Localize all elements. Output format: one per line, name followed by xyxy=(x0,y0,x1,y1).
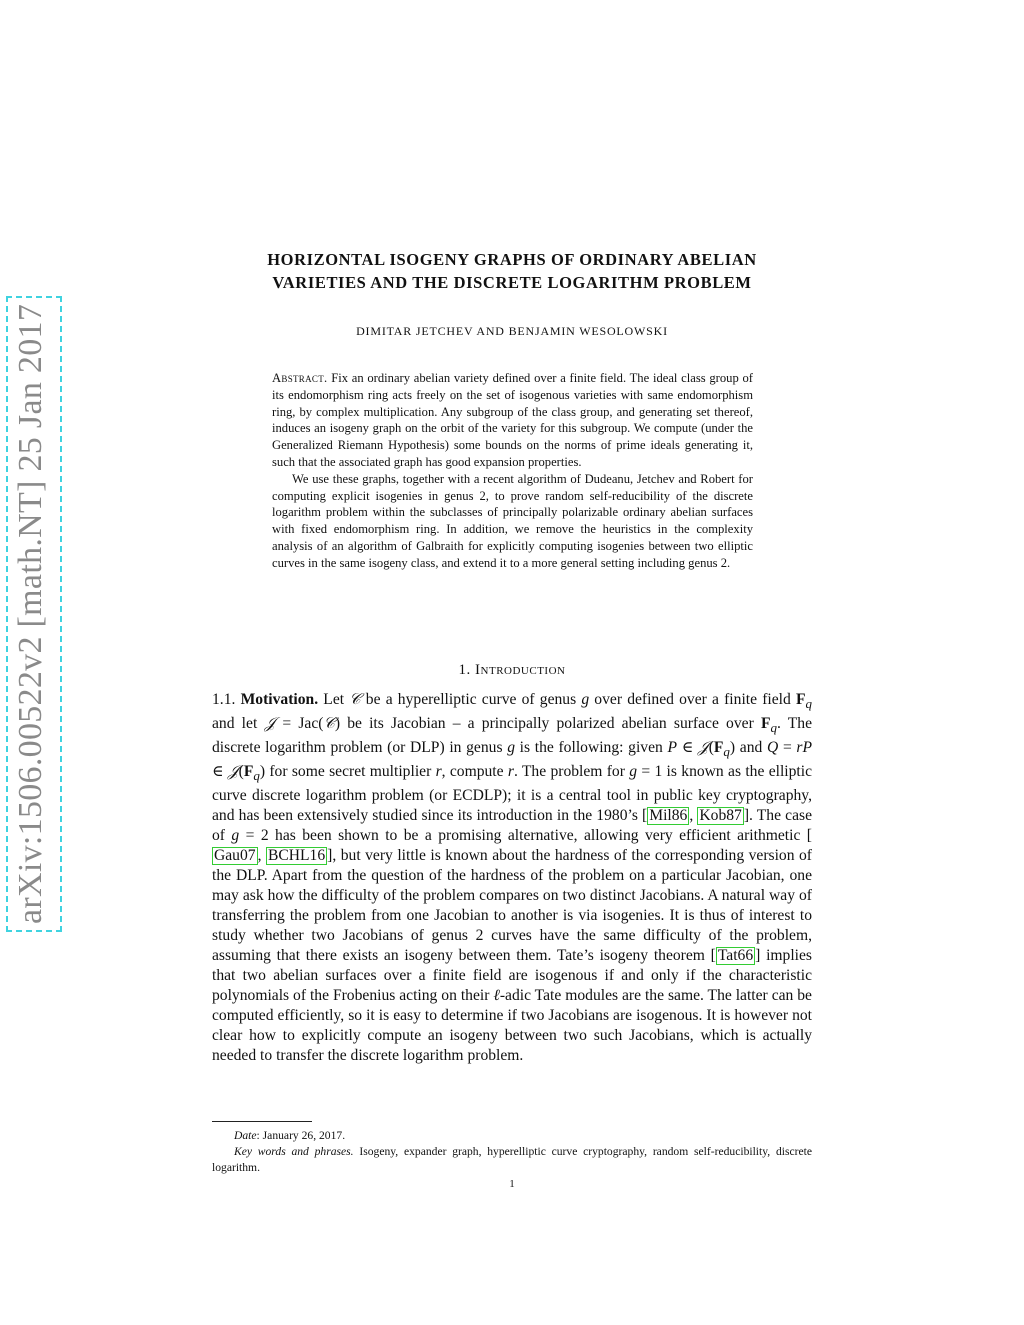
abstract-paragraph-1 xyxy=(272,370,753,471)
subsection-title: Motivation. xyxy=(240,691,319,708)
citation-link[interactable]: Gau07 xyxy=(214,847,256,865)
page-number: 1 xyxy=(509,1178,515,1190)
citation-link[interactable]: Tat66 xyxy=(717,947,754,965)
keywords-value: Isogeny, expander graph, hyperelliptic curve cryptography, random self-reducibility, discrete logarithm. xyxy=(212,1145,812,1174)
title-line-1: HORIZONTAL ISOGENY GRAPHS OF ORDINARY ABELIAN xyxy=(267,250,757,269)
section-title: Introduction xyxy=(475,662,566,678)
title-line-2: VARIETIES AND THE DISCRETE LOGARITHM PROBLEM xyxy=(272,273,752,292)
abstract xyxy=(272,370,753,572)
section-number: 1. xyxy=(458,662,471,678)
date-value: : January 26, 2017. xyxy=(256,1129,346,1142)
footnote-keywords xyxy=(212,1144,812,1176)
citation-link[interactable]: Kob87 xyxy=(699,807,742,825)
citation-link[interactable]: Mil86 xyxy=(649,807,688,825)
footnote-rule xyxy=(212,1121,312,1122)
citation-link[interactable]: BCHL16 xyxy=(267,847,326,865)
date-label: Date xyxy=(234,1129,257,1142)
footnotes xyxy=(212,1128,812,1176)
body-text xyxy=(212,690,812,1066)
footnote-date xyxy=(212,1128,812,1144)
paper-title xyxy=(180,248,844,294)
section-heading xyxy=(180,662,844,679)
abstract-heading: Abstract. xyxy=(272,371,328,385)
keywords-label: Key words and phrases. xyxy=(234,1145,354,1158)
subsection-heading xyxy=(212,691,318,708)
abstract-paragraph-2: We use these graphs, together with a recent algorithm of Dudeanu, Jetchev and Robert for computing explicit isogenies in genus 2, to prove random self-reducibility of the discrete logarithm problem within the subclasses of principally polarizable ordinary abelian surfaces with fixed endomorphism ring. In addition, we remove the heuristics in the complexity analysis of an algorithm of Galbraith for explicitly computing isogenies between two elliptic curves in the same isogeny class, and extend it to a more general setting including genus 2. xyxy=(272,471,753,570)
arxiv-identifier[interactable]: arXiv:1506.00522v2 [math.NT] 25 Jan 2017 xyxy=(12,303,49,924)
motivation-paragraph: 1.1. Motivation. Let 𝒞 be a hyperelliptic curve of genus g over defined over a finite field $F_q$ and let 𝒥 = Jac(𝒞) be its Jacobian – a principally polarized abelian surface over $F_q$. The discrete logarithm problem (or DLP) in genus g is the following: given P ∈ $𝒥(F_q)$ and Q = rP ∈ $𝒥(F_q)$ for some secret multiplier r, compute r. The problem for g = 1 is known as the elliptic curve discrete logarithm problem (or ECDLP); it is a central tool in public key cryptography, and has been extensively studied since its introduction in the 1980’s [ Mil86 , Kob87 ]. The case of g = 2 has been shown to be a promising alternative, allowing very efficient arithmetic [Gau07 , BCHL16 ], but very little is known about the hardness of the corresponding version of the DLP. Apart from the question of the hardness of the problem on a particular Jacobian, one may ask how the difficulty of the problem compares on two distinct Jacobians. A natural way of transferring the problem from one Jacobian to another is via isogenies. It is thus of interest to study whether two Jacobians of genus 2 curves have the same difficulty of the problem, assuming that there exists an isogeny between them. Tate’s isogeny theorem [ Tat66 ] implies that two abelian surfaces over a finite field are isogenous if and only if the characteristic polynomials of the Frobenius acting on their ℓ-adic Tate modules are the same. The latter can be computed efficiently, so it is easy to determine if two Jacobians are isogenous. It is however not clear how to explicitly compute an isogeny between two such Jacobians, which is actually needed to transfer the discrete logarithm problem. xyxy=(212,691,813,1065)
subsection-number: 1.1. xyxy=(212,691,236,708)
abstract-text-1: Fix an ordinary abelian variety defined over a finite field. The ideal class group of its endomorphism ring acts freely on the set of isogenous varieties with same endomorphism ring, by complex multiplication. Any subgroup of the class group, and generating set thereof, induces an isogeny graph on the orbit of the variety for this subgroup. We compute (under the Generalized Riemann Hypothesis) some bounds on the norms of prime ideals generating it, such that the associated graph has good expansion properties. xyxy=(272,371,753,469)
paper-authors: DIMITAR JETCHEV AND BENJAMIN WESOLOWSKI xyxy=(356,324,668,338)
